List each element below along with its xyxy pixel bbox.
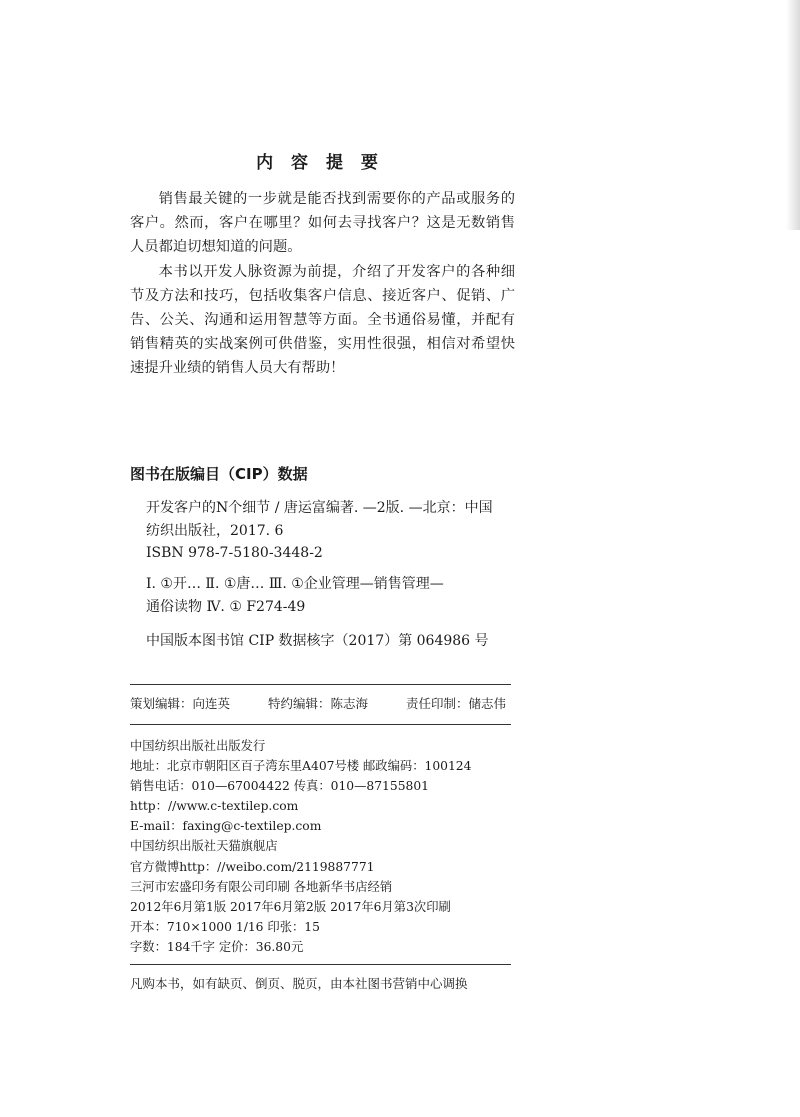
cip-classification [146,573,516,618]
cip-class-line: Ⅰ. ①开… Ⅱ. ①唐… Ⅲ. ①企业管理—销售管理— [146,576,444,592]
publisher-phone: 销售电话：010—67004422 传真：010—87155801 [130,779,429,794]
format-line: 开本：710×1000 1/16 印张：15 [130,919,320,934]
price-line: 字数：184千字 定价：36.80元 [130,939,304,954]
publisher-website: http：//www.c-textilep.com [130,799,299,814]
staff-credits [130,694,511,712]
edition-line: 2012年6月第1版 2017年6月第2版 2017年6月第3次印刷 [130,899,451,914]
cip-entry-line: 纺织出版社，2017. 6 [146,522,284,539]
summary-paragraph: 销售最关键的一步就是能否找到需要你的产品或服务的客户。然而，客户在哪里？如何去寻找客户？这是无数销售人员都迫切想知道的问题。 [130,191,515,256]
publisher-store: 中国纺织出版社天猫旗舰店 [130,839,278,854]
cip-title: 图书在版编目（CIP）数据 [130,465,308,483]
divider [130,964,511,965]
cip-data-number [146,630,516,653]
cip-class-line: 通俗读物 Ⅳ. ① F274-49 [146,598,306,615]
publisher-line: 中国纺织出版社出版发行 [130,739,266,753]
print-supervisor: 责任印制：储志伟 [406,696,507,711]
page-edge-shadow [786,0,800,230]
cip-data-number-text: 中国版本图书馆 CIP 数据核字（2017）第 064986 号 [146,633,489,649]
summary-body [130,187,515,381]
cip-isbn: ISBN 978-7-5180-3448-2 [146,545,323,561]
publisher-weibo: 官方微博http：//weibo.com/2119887771 [130,859,375,874]
divider [130,684,511,685]
defect-notice: 凡购本书，如有缺页、倒页、脱页，由本社图书营销中心调换 [130,976,468,991]
summary-paragraph: 本书以开发人脉资源为前提，介绍了开发客户的各种细节及方法和技巧，包括收集客户信息、接近客户、促销、广告、公关、沟通和运用智慧等方面。全书通俗易懂，并配有销售精英的实战案例可供借鉴，实用性很强，相信对希望快速提升业绩的销售人员大有帮助！ [130,263,515,377]
divider [130,724,511,725]
publisher-email: E-mail：faxing@c-textilep.com [130,819,322,834]
printer-line: 三河市宏盛印务有限公司印刷 各地新华书店经销 [130,879,393,894]
cip-entry-line: 开发客户的N个细节 / 唐运富编著. —2版. —北京：中国 [146,500,493,516]
special-editor: 特约编辑：陈志海 [268,696,369,711]
summary-heading: 内 容 提 要 [256,153,384,173]
publisher-info [130,736,511,957]
publisher-address: 地址：北京市朝阳区百子湾东里A407号楼 邮政编码：100124 [130,759,472,774]
cip-entry [146,497,516,565]
planning-editor: 策划编辑：向连英 [130,696,231,711]
